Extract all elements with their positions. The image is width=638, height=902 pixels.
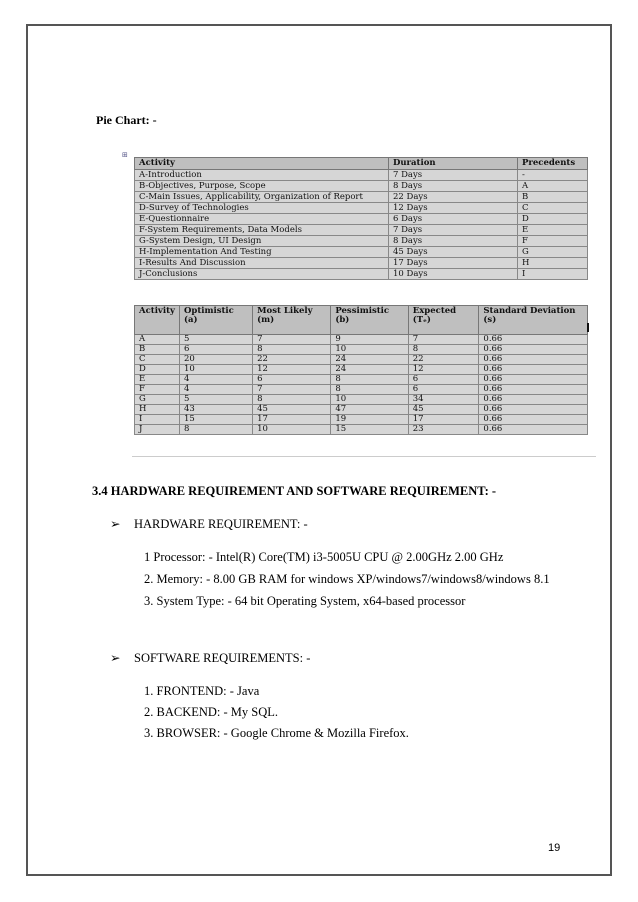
table-row <box>135 191 588 202</box>
table-row <box>135 395 588 405</box>
cell-pessimistic: 19 <box>331 415 408 425</box>
cell-precedents: A <box>518 180 588 191</box>
cell-expected: 17 <box>408 415 479 425</box>
cell-optimistic: 4 <box>179 375 252 385</box>
cell-precedents: F <box>518 235 588 246</box>
cell-optimistic: 8 <box>179 425 252 435</box>
cell-activity: F <box>135 385 180 395</box>
cell-most-likely: 6 <box>253 375 331 385</box>
cell-pessimistic: 8 <box>331 385 408 395</box>
cell-optimistic: 5 <box>179 395 252 405</box>
cell-most-likely: 7 <box>253 385 331 395</box>
table-header-row <box>135 306 588 335</box>
cell-std-dev: 0.66 <box>479 345 588 355</box>
header-std-dev: Standard Deviation (s) <box>479 306 588 335</box>
arrow-bullet-icon: ➢ <box>110 517 121 531</box>
cell-std-dev: 0.66 <box>479 415 588 425</box>
cell-activity: J-Conclusions <box>135 268 389 279</box>
hardware-item: 1 Processor: - Intel(R) Core(TM) i3-5005U CPU @ 2.00GHz 2.00 GHz <box>144 550 504 564</box>
cell-activity: G-System Design, UI Design <box>135 235 389 246</box>
cell-pessimistic: 10 <box>331 395 408 405</box>
cell-duration: 10 Days <box>389 268 518 279</box>
page-number: 19 <box>548 842 561 854</box>
software-heading <box>110 650 310 666</box>
cell-std-dev: 0.66 <box>479 365 588 375</box>
cell-activity: D <box>135 365 180 375</box>
table-row <box>135 169 588 180</box>
cell-duration: 8 Days <box>389 235 518 246</box>
cell-pessimistic: 24 <box>331 355 408 365</box>
table-row <box>135 335 588 345</box>
cell-activity: B <box>135 345 180 355</box>
cell-duration: 22 Days <box>389 191 518 202</box>
cell-duration: 8 Days <box>389 180 518 191</box>
cell-optimistic: 20 <box>179 355 252 365</box>
table-row <box>135 345 588 355</box>
cell-activity: G <box>135 395 180 405</box>
cell-activity: C <box>135 355 180 365</box>
cell-precedents: D <box>518 213 588 224</box>
cell-std-dev: 0.66 <box>479 425 588 435</box>
cell-optimistic: 10 <box>179 365 252 375</box>
pert-estimates-table <box>134 305 588 435</box>
cell-std-dev: 0.66 <box>479 355 588 365</box>
cell-expected: 34 <box>408 395 479 405</box>
software-item: 1. FRONTEND: - Java <box>144 684 260 698</box>
cell-precedents: I <box>518 268 588 279</box>
table-row <box>135 235 588 246</box>
cell-expected: 7 <box>408 335 479 345</box>
header-activity: Activity <box>135 158 389 170</box>
table-header-row <box>135 158 588 170</box>
cell-optimistic: 43 <box>179 405 252 415</box>
table-row <box>135 365 588 375</box>
software-heading-text: SOFTWARE REQUIREMENTS: - <box>134 651 311 665</box>
cell-activity: I-Results And Discussion <box>135 257 389 268</box>
cell-expected: 22 <box>408 355 479 365</box>
cell-expected: 45 <box>408 405 479 415</box>
table-row <box>135 355 588 365</box>
cell-expected: 6 <box>408 375 479 385</box>
cell-std-dev: 0.66 <box>479 385 588 395</box>
table-row <box>135 425 588 435</box>
table-row <box>135 246 588 257</box>
table-row <box>135 415 588 425</box>
cell-precedents: E <box>518 224 588 235</box>
cell-optimistic: 6 <box>179 345 252 355</box>
cell-activity: E <box>135 375 180 385</box>
cell-duration: 7 Days <box>389 224 518 235</box>
cell-duration: 45 Days <box>389 246 518 257</box>
cell-optimistic: 5 <box>179 335 252 345</box>
cell-activity: I <box>135 415 180 425</box>
activity-duration-table <box>134 157 588 280</box>
cell-pessimistic: 47 <box>331 405 408 415</box>
header-optimistic: Optimistic (a) <box>179 306 252 335</box>
cell-precedents: H <box>518 257 588 268</box>
cell-precedents: - <box>518 169 588 180</box>
table-row <box>135 202 588 213</box>
cell-optimistic: 15 <box>179 415 252 425</box>
cell-activity: J <box>135 425 180 435</box>
divider <box>132 456 596 457</box>
cell-activity: F-System Requirements, Data Models <box>135 224 389 235</box>
cell-duration: 7 Days <box>389 169 518 180</box>
cell-most-likely: 17 <box>253 415 331 425</box>
hardware-item: 2. Memory: - 8.00 GB RAM for windows XP/windows7/windows8/windows 8.1 <box>144 572 550 586</box>
table-anchor-icon: ⊞ <box>122 151 128 159</box>
cell-precedents: B <box>518 191 588 202</box>
cell-std-dev: 0.66 <box>479 335 588 345</box>
cell-duration: 17 Days <box>389 257 518 268</box>
cell-precedents: G <box>518 246 588 257</box>
header-pessimistic: Pessimistic (b) <box>331 306 408 335</box>
table-row <box>135 257 588 268</box>
cell-activity: H <box>135 405 180 415</box>
table-row <box>135 405 588 415</box>
table-row <box>135 268 588 279</box>
cell-std-dev: 0.66 <box>479 395 588 405</box>
page-border <box>26 24 612 876</box>
header-duration: Duration <box>389 158 518 170</box>
hardware-heading <box>110 516 308 532</box>
cell-pessimistic: 9 <box>331 335 408 345</box>
table-row <box>135 385 588 395</box>
cell-most-likely: 10 <box>253 425 331 435</box>
cell-expected: 12 <box>408 365 479 375</box>
table-row <box>135 213 588 224</box>
cell-activity: B-Objectives, Purpose, Scope <box>135 180 389 191</box>
cell-most-likely: 7 <box>253 335 331 345</box>
cell-duration: 6 Days <box>389 213 518 224</box>
table-edge-mark <box>587 323 589 332</box>
software-item: 2. BACKEND: - My SQL. <box>144 705 279 719</box>
table-row <box>135 180 588 191</box>
cell-most-likely: 8 <box>253 395 331 405</box>
hardware-item: 3. System Type: - 64 bit Operating System, x64-based processor <box>144 594 466 608</box>
software-item: 3. BROWSER: - Google Chrome & Mozilla Firefox. <box>144 726 409 740</box>
header-most-likely: Most Likely (m) <box>253 306 331 335</box>
cell-activity: E-Questionnaire <box>135 213 389 224</box>
cell-pessimistic: 15 <box>331 425 408 435</box>
header-precedents: Precedents <box>518 158 588 170</box>
cell-most-likely: 45 <box>253 405 331 415</box>
section-title: 3.4 HARDWARE REQUIREMENT AND SOFTWARE REQUIREMENT: - <box>92 484 497 498</box>
cell-precedents: C <box>518 202 588 213</box>
cell-most-likely: 22 <box>253 355 331 365</box>
header-expected: Expected (Tₑ) <box>408 306 479 335</box>
cell-expected: 23 <box>408 425 479 435</box>
cell-expected: 8 <box>408 345 479 355</box>
cell-pessimistic: 24 <box>331 365 408 375</box>
cell-activity: A-Introduction <box>135 169 389 180</box>
cell-activity: H-Implementation And Testing <box>135 246 389 257</box>
cell-duration: 12 Days <box>389 202 518 213</box>
cell-most-likely: 12 <box>253 365 331 375</box>
cell-expected: 6 <box>408 385 479 395</box>
header-activity: Activity <box>135 306 180 335</box>
cell-activity: C-Main Issues, Applicability, Organization of Report <box>135 191 389 202</box>
cell-std-dev: 0.66 <box>479 375 588 385</box>
cell-pessimistic: 10 <box>331 345 408 355</box>
arrow-bullet-icon: ➢ <box>110 651 121 665</box>
cell-optimistic: 4 <box>179 385 252 395</box>
cell-most-likely: 8 <box>253 345 331 355</box>
cell-std-dev: 0.66 <box>479 405 588 415</box>
hardware-heading-text: HARDWARE REQUIREMENT: - <box>134 517 308 531</box>
table-row <box>135 375 588 385</box>
cell-activity: A <box>135 335 180 345</box>
cell-pessimistic: 8 <box>331 375 408 385</box>
pie-chart-heading: Pie Chart: - <box>96 113 157 127</box>
table-row <box>135 224 588 235</box>
cell-activity: D-Survey of Technologies <box>135 202 389 213</box>
